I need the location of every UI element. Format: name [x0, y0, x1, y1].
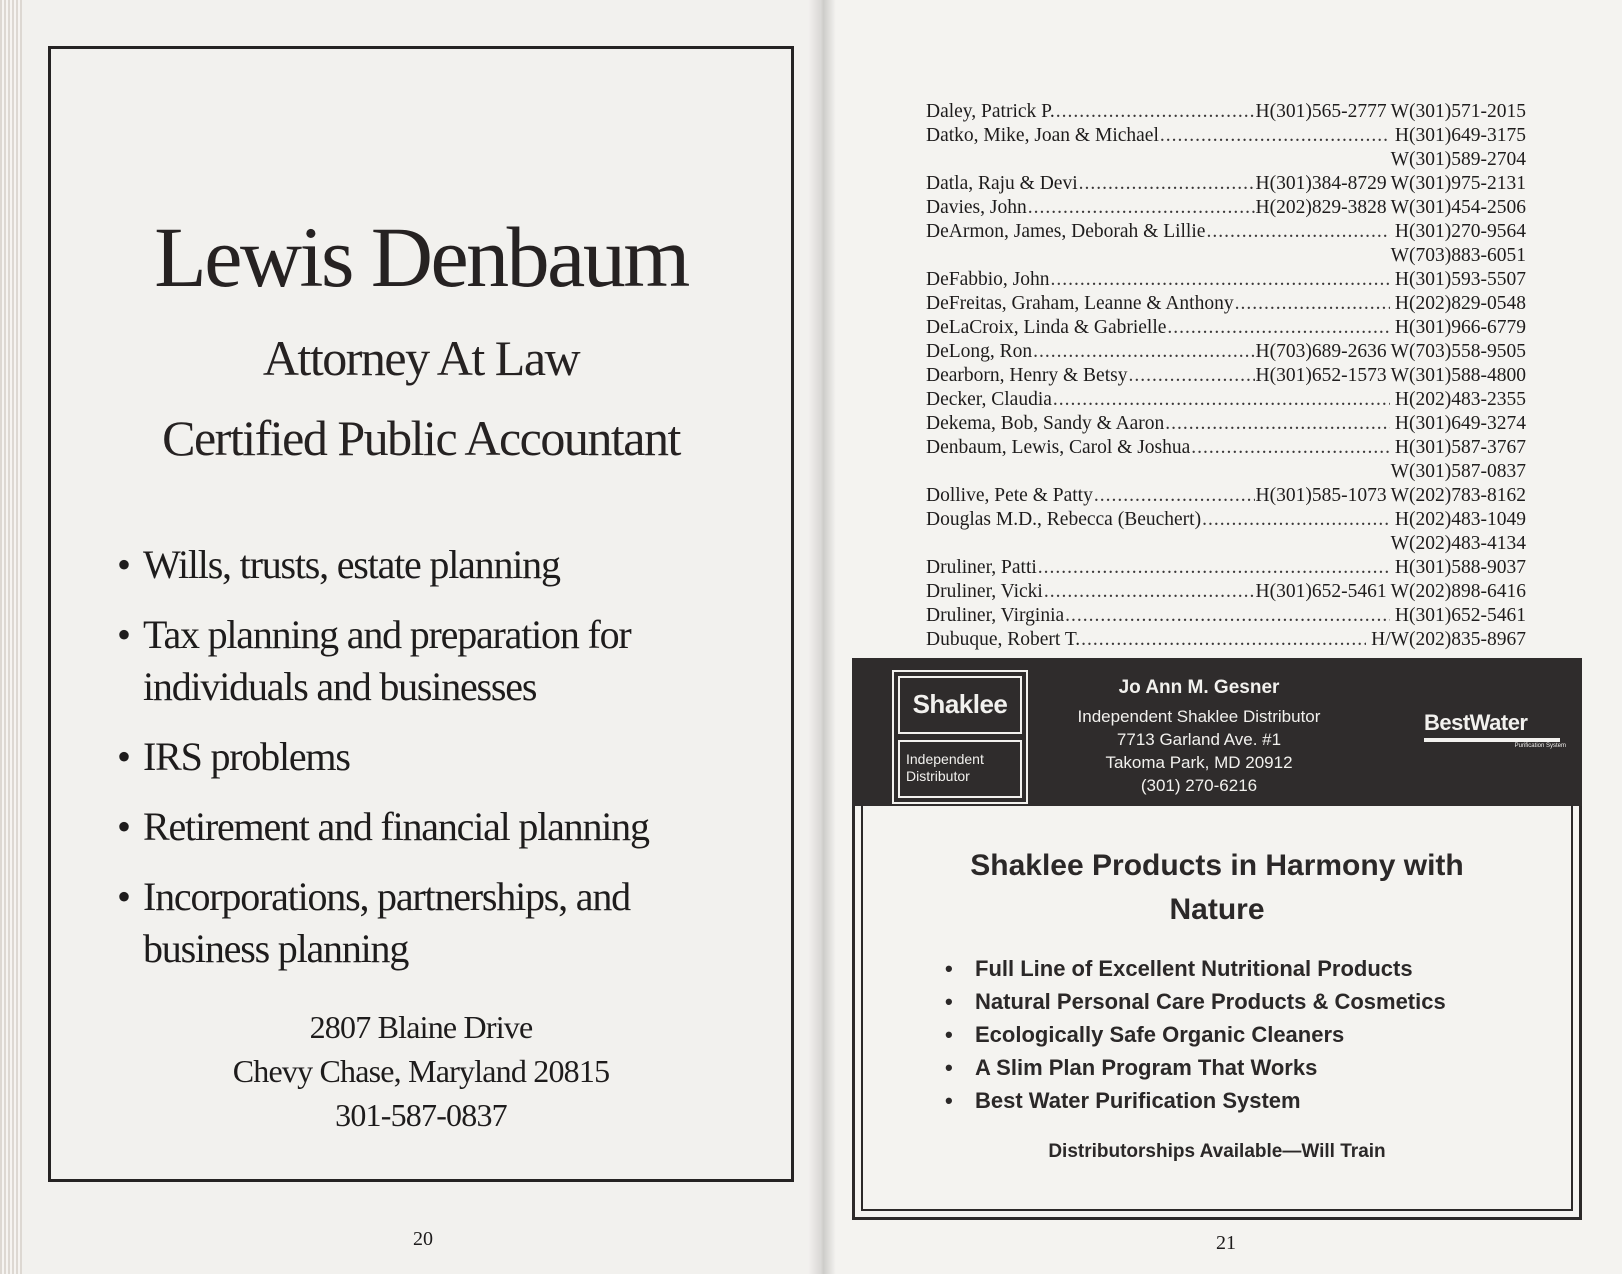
shaklee-logo-subtitle: Independent Distributor: [898, 740, 1022, 798]
phone-number: W(301)589-2704: [1390, 149, 1526, 170]
distributor-name: Jo Ann M. Gesner: [1118, 677, 1280, 698]
products-list: [945, 952, 1446, 1117]
dot-leader: [1081, 628, 1366, 652]
member-name: Druliner, Patti: [926, 557, 1037, 578]
dot-leader: [1053, 388, 1390, 412]
member-name: DeLaCroix, Linda & Gabrielle: [926, 317, 1167, 338]
product-text: Natural Personal Care Products & Cosmetics: [975, 989, 1446, 1014]
bullet-icon: •: [117, 874, 130, 919]
phone-number: H(301)649-3175: [1394, 125, 1526, 146]
service-item: [117, 539, 757, 591]
phone-number: H(301)588-9037: [1394, 557, 1526, 578]
service-item: [117, 801, 757, 853]
dot-leader: [1056, 100, 1255, 124]
service-text: Wills, trusts, estate planning: [143, 542, 560, 587]
phone-number: W(301)454-2506: [1390, 197, 1526, 218]
member-name: Dubuque, Robert T.: [926, 629, 1081, 650]
member-name: Dollive, Pete & Patty: [926, 485, 1093, 506]
phone-number: W(301)587-0837: [1390, 461, 1526, 482]
member-name: Davies, John: [926, 197, 1027, 218]
denbaum-ad: [48, 46, 794, 1182]
phone-number: H(301)270-9564: [1394, 221, 1526, 242]
distributor-street: 7713 Garland Ave. #1: [1116, 730, 1282, 749]
distributor-city: Takoma Park, MD 20912: [1105, 753, 1293, 772]
bullet-icon: •: [945, 989, 953, 1014]
product-text: A Slim Plan Program That Works: [975, 1055, 1318, 1080]
member-name: Denbaum, Lewis, Carol & Joshua: [926, 437, 1191, 458]
member-name: Douglas M.D., Rebecca (Beuchert): [926, 509, 1202, 530]
shaklee-logo-wordmark: Shaklee: [898, 676, 1022, 734]
dot-leader: [1160, 124, 1390, 148]
directory-row: [926, 148, 1526, 172]
distributor-role: Independent Shaklee Distributor: [1077, 707, 1321, 726]
book-gutter: [808, 0, 836, 1274]
directory-row: [926, 556, 1526, 580]
directory-row: [926, 628, 1526, 652]
phone-number: W(202)783-8162: [1390, 485, 1526, 506]
home-phone: H(202)829-3828: [1255, 197, 1387, 218]
member-name: Dekema, Bob, Sandy & Aaron: [926, 413, 1165, 434]
member-name: Dearborn, Henry & Betsy: [926, 365, 1128, 386]
page-number-right: 21: [1216, 1232, 1236, 1254]
dot-leader: [1051, 268, 1390, 292]
phone-number: W(301)975-2131: [1390, 173, 1526, 194]
directory-row: [926, 460, 1526, 484]
directory-row: [926, 484, 1526, 508]
phone-number: H/W(202)835-8967: [1371, 629, 1526, 650]
phone-number: W(301)588-4800: [1390, 365, 1526, 386]
dot-leader: [1165, 412, 1390, 436]
dot-leader: [1191, 436, 1390, 460]
bullet-icon: •: [945, 956, 953, 981]
member-name: Druliner, Vicki: [926, 581, 1043, 602]
service-item: [117, 609, 757, 713]
member-name: DeFreitas, Graham, Leanne & Anthony: [926, 293, 1234, 314]
product-item: [945, 952, 1446, 985]
ad-title-attorney: Attorney At Law: [262, 330, 580, 386]
shaklee-headline-text: Shaklee Products in Harmony with Nature: [970, 849, 1464, 926]
product-item: [945, 985, 1446, 1018]
page-edges: [0, 0, 22, 1274]
ad-title-cpa: Certified Public Accountant: [162, 410, 680, 466]
home-phone: H(301)652-5461: [1255, 581, 1387, 602]
dot-leader: [1044, 580, 1255, 604]
bestwater-wordmark: BestWater: [1424, 710, 1528, 735]
bullet-icon: •: [117, 542, 130, 587]
ad-street: 2807 Blaine Drive: [309, 1009, 533, 1045]
member-name: Daley, Patrick P.: [926, 101, 1055, 122]
member-directory: [926, 100, 1526, 652]
dot-leader: [1167, 316, 1390, 340]
member-name: Datko, Mike, Joan & Michael: [926, 125, 1159, 146]
shaklee-banner: [852, 658, 1582, 806]
phone-number: H(202)483-2355: [1394, 389, 1526, 410]
directory-row: [926, 268, 1526, 292]
bullet-icon: •: [117, 734, 130, 779]
directory-row: [926, 436, 1526, 460]
phone-number: W(703)883-6051: [1390, 245, 1526, 266]
phone-number: H(301)652-5461: [1394, 605, 1526, 626]
distributor-contact: [1044, 676, 1354, 797]
home-phone: H(301)585-1073: [1255, 485, 1387, 506]
phone-number: W(202)483-4134: [1390, 533, 1526, 554]
ad-city: Chevy Chase, Maryland 20815: [232, 1053, 610, 1089]
bullet-icon: •: [117, 612, 130, 657]
shaklee-logo: [892, 670, 1028, 804]
phone-number: W(301)571-2015: [1390, 101, 1526, 122]
bullet-icon: •: [945, 1055, 953, 1080]
phone-number: H(301)966-6779: [1394, 317, 1526, 338]
dot-leader: [1128, 364, 1254, 388]
phone-number: W(202)898-6416: [1390, 581, 1526, 602]
service-text: Retirement and financial planning: [143, 804, 649, 849]
bullet-icon: •: [117, 804, 130, 849]
service-text: Tax planning and preparation for individuals and businesses: [143, 612, 631, 709]
shaklee-headline: [855, 844, 1579, 932]
directory-row: [926, 172, 1526, 196]
home-phone: H(301)652-1573: [1255, 365, 1387, 386]
distributor-phone: (301) 270-6216: [1140, 776, 1258, 795]
dot-leader: [1038, 556, 1390, 580]
dot-leader: [1094, 484, 1255, 508]
shaklee-footer: Distributorships Available—Will Train: [1048, 1141, 1386, 1162]
directory-row: [926, 340, 1526, 364]
home-phone: H(301)565-2777: [1255, 101, 1387, 122]
phone-number: H(301)649-3274: [1394, 413, 1526, 434]
service-text: IRS problems: [143, 734, 350, 779]
services-list: [117, 539, 757, 993]
dot-leader: [1206, 220, 1389, 244]
bullet-icon: •: [945, 1088, 953, 1113]
directory-row: [926, 220, 1526, 244]
product-item: [945, 1018, 1446, 1051]
directory-row: [926, 196, 1526, 220]
phone-number: H(202)483-1049: [1394, 509, 1526, 530]
directory-row: [926, 316, 1526, 340]
directory-row: [926, 100, 1526, 124]
product-text: Best Water Purification System: [975, 1088, 1301, 1113]
member-name: DeLong, Ron: [926, 341, 1033, 362]
dot-leader: [1033, 340, 1254, 364]
directory-row: [926, 388, 1526, 412]
phone-number: W(703)558-9505: [1390, 341, 1526, 362]
home-phone: H(301)384-8729: [1255, 173, 1387, 194]
service-text: Incorporations, partnerships, and business planning: [143, 874, 630, 971]
member-name: DeArmon, James, Deborah & Lillie: [926, 221, 1206, 242]
bestwater-bar: [1424, 738, 1560, 742]
member-name: DeFabbio, John: [926, 269, 1050, 290]
dot-leader: [1028, 196, 1255, 220]
member-name: Druliner, Virginia: [926, 605, 1065, 626]
product-text: Full Line of Excellent Nutritional Products: [975, 956, 1413, 981]
directory-row: [926, 364, 1526, 388]
phone-number: H(202)829-0548: [1394, 293, 1526, 314]
bestwater-logo: [1424, 710, 1566, 750]
phone-number: H(301)587-3767: [1394, 437, 1526, 458]
directory-row: [926, 604, 1526, 628]
service-item: [117, 871, 757, 975]
dot-leader: [1202, 508, 1390, 532]
directory-row: [926, 412, 1526, 436]
shaklee-products-box: [852, 806, 1582, 1220]
directory-row: [926, 532, 1526, 556]
bullet-icon: •: [945, 1022, 953, 1047]
dot-leader: [1065, 604, 1390, 628]
product-item: [945, 1084, 1446, 1117]
ad-phone: 301-587-0837: [335, 1097, 507, 1133]
directory-row: [926, 292, 1526, 316]
directory-row: [926, 244, 1526, 268]
page-number-left: 20: [413, 1228, 433, 1250]
dot-leader: [1079, 172, 1255, 196]
home-phone: H(703)689-2636: [1255, 341, 1387, 362]
directory-row: [926, 124, 1526, 148]
directory-row: [926, 508, 1526, 532]
product-item: [945, 1051, 1446, 1084]
bestwater-tagline: Purification System: [1514, 743, 1566, 749]
dot-leader: [1235, 292, 1390, 316]
phone-number: H(301)593-5507: [1394, 269, 1526, 290]
ad-name: Lewis Denbaum: [154, 209, 688, 305]
service-item: [117, 731, 757, 783]
member-name: Decker, Claudia: [926, 389, 1052, 410]
directory-row: [926, 580, 1526, 604]
product-text: Ecologically Safe Organic Cleaners: [975, 1022, 1345, 1047]
member-name: Datla, Raju & Devi: [926, 173, 1078, 194]
